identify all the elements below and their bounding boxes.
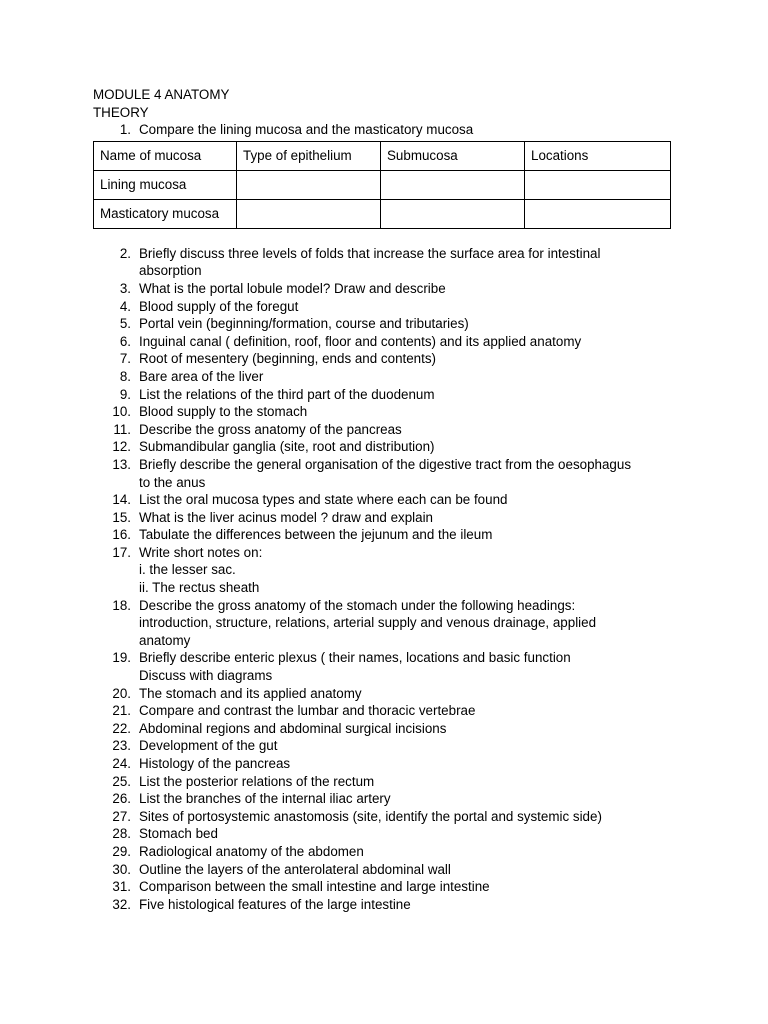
question-number: 30. — [112, 861, 131, 877]
question-line: Five histological features of the large intestine — [139, 896, 411, 912]
table-header-cell: Submucosa — [381, 141, 525, 170]
question-number: 6. — [119, 333, 131, 349]
question-line: anatomy — [139, 632, 191, 648]
question-item — [93, 808, 673, 826]
table-cell — [525, 199, 671, 228]
question-line: Inguinal canal ( definition, roof, floor and contents) and its applied anatomy — [139, 333, 582, 349]
question-item — [93, 421, 673, 439]
question-text — [139, 808, 673, 826]
question-item — [93, 649, 673, 684]
question-text — [139, 245, 673, 280]
table-row — [94, 170, 671, 199]
question-number: 1. — [119, 122, 131, 138]
question-item — [93, 386, 673, 404]
question-item — [93, 368, 673, 386]
table-header-row — [94, 141, 671, 170]
question-line: List the relations of the third part of the duodenum — [139, 386, 435, 402]
question-line: to the anus — [139, 474, 206, 490]
question-number: 25. — [112, 773, 131, 789]
question-number: 22. — [112, 720, 131, 736]
question-number: 29. — [112, 843, 131, 859]
question-item — [93, 438, 673, 456]
question-number: 11. — [113, 421, 131, 437]
question-number: 21. — [112, 703, 131, 719]
question-text — [139, 649, 673, 684]
question-line: Root of mesentery (beginning, ends and contents) — [139, 351, 437, 367]
question-text — [139, 685, 673, 703]
question-text — [139, 421, 673, 439]
question-text — [139, 790, 673, 808]
question-item — [93, 843, 673, 861]
question-line: What is the liver acinus model ? draw and explain — [139, 509, 433, 525]
question-line: Radiological anatomy of the abdomen — [139, 843, 364, 859]
question-text — [139, 843, 673, 861]
section-heading: THEORY — [93, 104, 149, 120]
question-text — [139, 509, 673, 527]
question-line: Outline the layers of the anterolateral abdominal wall — [139, 861, 451, 877]
question-line: Comparison between the small intestine and large intestine — [139, 879, 490, 895]
question-item — [93, 526, 673, 544]
question-line: Development of the gut — [139, 738, 278, 754]
question-line: Discuss with diagrams — [139, 668, 273, 684]
question-text — [139, 720, 673, 738]
question-item — [93, 896, 673, 914]
question-line: What is the portal lobule model? Draw and describe — [139, 280, 446, 296]
question-item — [93, 121, 673, 139]
question-line: The stomach and its applied anatomy — [139, 685, 362, 701]
question-text — [139, 333, 673, 351]
question-item — [93, 878, 673, 896]
question-line: Briefly discuss three levels of folds that increase the surface area for intestinal — [139, 245, 601, 261]
question-number: 2. — [119, 245, 131, 261]
question-number: 8. — [119, 368, 131, 384]
question-line: Sites of portosystemic anastomosis (site, identify the portal and systemic side) — [139, 808, 602, 824]
question-text — [139, 280, 673, 298]
question-text — [139, 403, 673, 421]
question-item — [93, 825, 673, 843]
document-page — [93, 86, 673, 913]
table-cell — [381, 170, 525, 199]
question-text — [139, 896, 673, 914]
question-text — [139, 526, 673, 544]
question-number: 20. — [112, 685, 131, 701]
question-item — [93, 315, 673, 333]
question-number: 3. — [119, 280, 131, 296]
question-number: 28. — [112, 826, 131, 842]
question-item — [93, 280, 673, 298]
question-number: 7. — [119, 351, 131, 367]
table-header-cell: Name of mucosa — [94, 141, 237, 170]
question-number: 10. — [112, 404, 131, 420]
question-list — [93, 245, 673, 914]
question-line: Write short notes on: — [139, 544, 263, 560]
document-title: MODULE 4 ANATOMY — [93, 87, 230, 102]
question-text — [139, 861, 673, 879]
table-row — [94, 199, 671, 228]
question-number: 16. — [112, 527, 131, 543]
question-line: Stomach bed — [139, 826, 218, 842]
question-line: List the posterior relations of the rectum — [139, 773, 375, 789]
question-item — [93, 333, 673, 351]
question-line: Portal vein (beginning/formation, course and tributaries) — [139, 316, 469, 332]
question-text — [139, 298, 673, 316]
question-item — [93, 597, 673, 650]
question-text — [139, 597, 673, 650]
table-cell — [381, 199, 525, 228]
question-number: 31. — [112, 879, 131, 895]
question-item — [93, 737, 673, 755]
question-text — [139, 315, 673, 333]
question-text — [139, 737, 673, 755]
question-number: 9. — [119, 386, 131, 402]
question-item — [93, 720, 673, 738]
question-number: 24. — [112, 756, 131, 771]
question-line: Briefly describe the general organisation of the digestive tract from the oesophagus — [139, 456, 632, 472]
question-number: 14. — [112, 492, 131, 508]
question-text — [139, 350, 673, 368]
question-line: List the branches of the internal iliac artery — [139, 791, 391, 807]
question-line: Submandibular ganglia (site, root and distribution) — [139, 439, 435, 455]
question-number: 17. — [112, 544, 131, 560]
table-header-cell: Locations — [525, 141, 671, 170]
question-item — [93, 509, 673, 527]
question-item — [93, 403, 673, 421]
table-cell — [237, 199, 381, 228]
question-number: 13. — [112, 456, 131, 472]
question-item — [93, 685, 673, 703]
question-line: Tabulate the differences between the jejunum and the ileum — [139, 527, 493, 543]
question-text — [139, 825, 673, 843]
table-cell: Lining mucosa — [94, 170, 237, 199]
question-text — [139, 773, 673, 791]
question-line: Histology of the pancreas — [139, 756, 291, 771]
question-text — [139, 544, 673, 597]
question-line: Describe the gross anatomy of the stomach under the following headings: — [139, 597, 576, 613]
question-line: ii. The rectus sheath — [139, 580, 260, 596]
question-line: List the oral mucosa types and state where each can be found — [139, 492, 508, 508]
question-item — [93, 491, 673, 509]
question-item — [93, 773, 673, 791]
question-text — [139, 702, 673, 720]
question-item — [93, 544, 673, 597]
table-cell — [237, 170, 381, 199]
question-line: introduction, structure, relations, arterial supply and venous drainage, applied — [139, 615, 597, 631]
question-line: i. the lesser sac. — [139, 562, 236, 578]
question-item — [93, 790, 673, 808]
question-line: Compare and contrast the lumbar and thoracic vertebrae — [139, 703, 476, 719]
question-item — [93, 755, 673, 773]
table-cell: Masticatory mucosa — [94, 199, 237, 228]
question-text — [139, 456, 673, 491]
question-text — [139, 438, 673, 456]
question-number: 12. — [112, 439, 131, 455]
mucosa-comparison-table — [93, 141, 671, 229]
question-item — [93, 861, 673, 879]
question-number: 4. — [119, 298, 131, 314]
table-header-cell: Type of epithelium — [237, 141, 381, 170]
table-cell — [525, 170, 671, 199]
question-number: 5. — [119, 316, 131, 332]
question-line: Briefly describe enteric plexus ( their names, locations and basic function — [139, 650, 571, 666]
question-text — [139, 755, 673, 773]
question-line: Describe the gross anatomy of the pancreas — [139, 421, 402, 437]
question-number: 32. — [112, 896, 131, 912]
question-text — [139, 878, 673, 896]
question-text — [139, 491, 673, 509]
question-number: 19. — [112, 650, 131, 666]
question-text — [139, 368, 673, 386]
question-line: Bare area of the liver — [139, 368, 264, 384]
question-item — [93, 298, 673, 316]
question-number: 26. — [112, 791, 131, 807]
question-text: Compare the lining mucosa and the masticatory mucosa — [139, 122, 474, 138]
question-number: 18. — [112, 597, 131, 613]
question-item — [93, 245, 673, 280]
question-text — [139, 386, 673, 404]
question-number: 27. — [112, 808, 131, 824]
question-line: Blood supply of the foregut — [139, 298, 299, 314]
question-item — [93, 702, 673, 720]
question-number: 15. — [112, 509, 131, 525]
question-number: 23. — [112, 738, 131, 754]
question-line: Blood supply to the stomach — [139, 404, 308, 420]
question-item — [93, 456, 673, 491]
question-line: Abdominal regions and abdominal surgical incisions — [139, 720, 447, 736]
question-item — [93, 350, 673, 368]
question-line: absorption — [139, 263, 202, 279]
